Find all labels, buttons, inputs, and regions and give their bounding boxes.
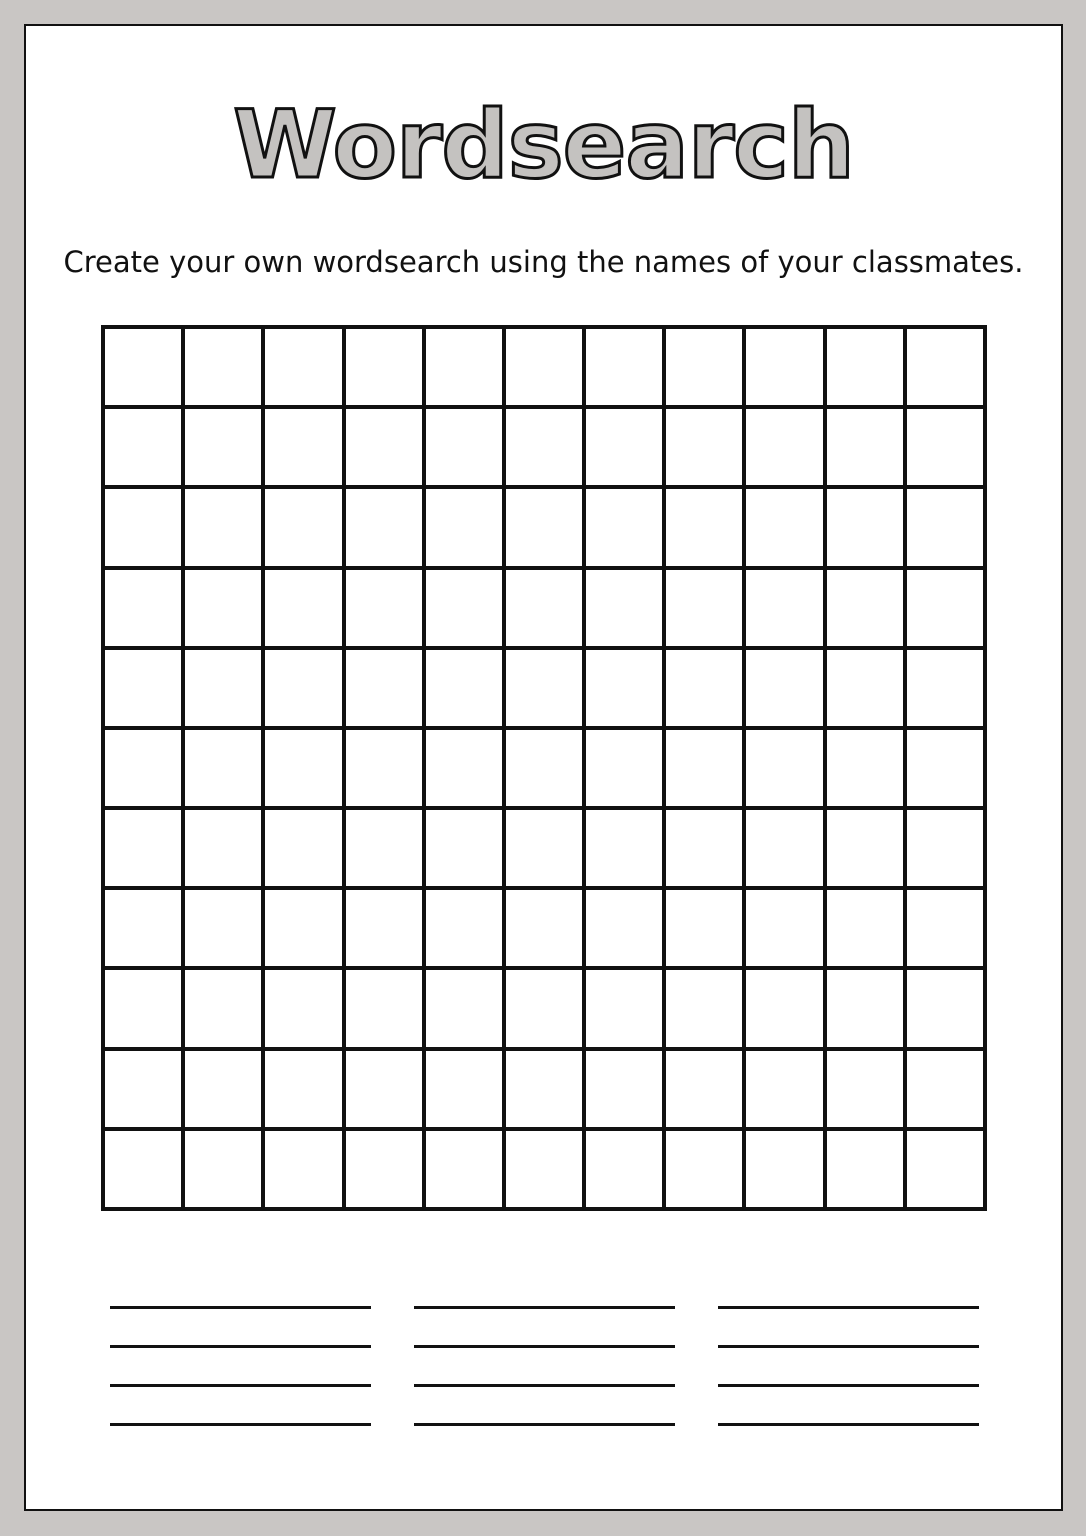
grid-cell[interactable] (265, 1051, 345, 1131)
grid-cell[interactable] (185, 650, 265, 730)
grid-cell[interactable] (586, 570, 666, 650)
grid-cell[interactable] (105, 650, 185, 730)
grid-cell[interactable] (907, 1131, 987, 1211)
grid-cell[interactable] (506, 810, 586, 890)
grid-cell[interactable] (506, 1131, 586, 1211)
grid-cell[interactable] (105, 1131, 185, 1211)
grid-cell[interactable] (586, 329, 666, 409)
grid-cell[interactable] (586, 489, 666, 569)
grid-cell[interactable] (827, 810, 907, 890)
grid-cell[interactable] (185, 970, 265, 1050)
grid-cell[interactable] (586, 1131, 666, 1211)
grid-cell[interactable] (185, 1131, 265, 1211)
answer-line[interactable] (110, 1306, 371, 1309)
grid-cell[interactable] (827, 329, 907, 409)
grid-cell[interactable] (666, 890, 746, 970)
grid-cell[interactable] (506, 970, 586, 1050)
grid-cell[interactable] (185, 329, 265, 409)
grid-cell[interactable] (265, 329, 345, 409)
grid-cell[interactable] (426, 810, 506, 890)
grid-cell[interactable] (105, 570, 185, 650)
grid-cell[interactable] (426, 329, 506, 409)
grid-cell[interactable] (265, 730, 345, 810)
answer-lines (110, 1306, 980, 1426)
wordsearch-grid (101, 325, 987, 1211)
grid-cell[interactable] (346, 1131, 426, 1211)
grid-cell[interactable] (426, 730, 506, 810)
grid-cell[interactable] (586, 970, 666, 1050)
grid-cell[interactable] (265, 650, 345, 730)
grid-cell[interactable] (827, 409, 907, 489)
grid-cell[interactable] (586, 650, 666, 730)
grid-cell[interactable] (185, 730, 265, 810)
grid-cell[interactable] (666, 730, 746, 810)
worksheet-page (24, 24, 1063, 1511)
grid-cell[interactable] (827, 650, 907, 730)
grid-cell[interactable] (907, 570, 987, 650)
grid-cell[interactable] (586, 890, 666, 970)
grid-cell[interactable] (185, 810, 265, 890)
grid-cell[interactable] (746, 489, 826, 569)
grid-cell[interactable] (506, 730, 586, 810)
answer-line[interactable] (414, 1345, 675, 1348)
answer-line[interactable] (718, 1384, 979, 1387)
answer-line[interactable] (414, 1384, 675, 1387)
grid-cell[interactable] (506, 650, 586, 730)
grid-cell[interactable] (346, 970, 426, 1050)
grid-cell[interactable] (185, 890, 265, 970)
grid-cell[interactable] (426, 890, 506, 970)
grid-cell[interactable] (105, 810, 185, 890)
grid-cell[interactable] (746, 1051, 826, 1131)
grid-cell[interactable] (746, 329, 826, 409)
grid-cell[interactable] (666, 570, 746, 650)
grid-cell[interactable] (426, 970, 506, 1050)
grid-cell[interactable] (827, 890, 907, 970)
grid-cell[interactable] (105, 1051, 185, 1131)
grid-cell[interactable] (666, 329, 746, 409)
grid-cell[interactable] (666, 810, 746, 890)
grid-cell[interactable] (185, 570, 265, 650)
grid-cell[interactable] (746, 970, 826, 1050)
grid-cell[interactable] (426, 570, 506, 650)
grid-cell[interactable] (746, 650, 826, 730)
grid-cell[interactable] (827, 730, 907, 810)
grid-cell[interactable] (827, 570, 907, 650)
grid-cell[interactable] (746, 890, 826, 970)
grid-cell[interactable] (346, 650, 426, 730)
grid-cell[interactable] (426, 1051, 506, 1131)
grid-cell[interactable] (265, 570, 345, 650)
instruction-text: Create your own wordsearch using the names of your classmates. (63, 245, 1024, 279)
grid-cell[interactable] (426, 650, 506, 730)
grid-cell[interactable] (907, 810, 987, 890)
grid-cell[interactable] (346, 810, 426, 890)
grid-cell[interactable] (346, 570, 426, 650)
grid-cell[interactable] (185, 409, 265, 489)
grid-cell[interactable] (185, 489, 265, 569)
grid-cell[interactable] (586, 730, 666, 810)
grid-cell[interactable] (506, 329, 586, 409)
grid-cell[interactable] (506, 409, 586, 489)
answer-line[interactable] (110, 1384, 371, 1387)
grid-cell[interactable] (105, 730, 185, 810)
grid-cell[interactable] (746, 570, 826, 650)
grid-cell[interactable] (346, 409, 426, 489)
grid-cell[interactable] (346, 1051, 426, 1131)
grid-cell[interactable] (506, 570, 586, 650)
grid-cell[interactable] (105, 970, 185, 1050)
grid-cell[interactable] (666, 409, 746, 489)
grid-cell[interactable] (586, 409, 666, 489)
grid-cell[interactable] (907, 409, 987, 489)
grid-cell[interactable] (506, 1051, 586, 1131)
grid-cell[interactable] (265, 890, 345, 970)
grid-cell[interactable] (346, 890, 426, 970)
grid-cell[interactable] (105, 329, 185, 409)
answer-line[interactable] (110, 1345, 371, 1348)
answer-line[interactable] (718, 1306, 979, 1309)
grid-cell[interactable] (666, 970, 746, 1050)
grid-cell[interactable] (746, 730, 826, 810)
answer-line[interactable] (414, 1306, 675, 1309)
grid-cell[interactable] (746, 409, 826, 489)
grid-cell[interactable] (746, 1131, 826, 1211)
grid-cell[interactable] (265, 409, 345, 489)
grid-cell[interactable] (105, 409, 185, 489)
grid-cell[interactable] (827, 970, 907, 1050)
grid-cell[interactable] (907, 329, 987, 409)
grid-cell[interactable] (426, 1131, 506, 1211)
page-title: Wordsearch (233, 91, 854, 200)
grid-cell[interactable] (426, 489, 506, 569)
answer-line[interactable] (414, 1423, 675, 1426)
grid-cell[interactable] (907, 1051, 987, 1131)
grid-cell[interactable] (265, 489, 345, 569)
grid-cell[interactable] (105, 489, 185, 569)
grid-cell[interactable] (506, 890, 586, 970)
grid-cell[interactable] (346, 730, 426, 810)
grid-cell[interactable] (185, 1051, 265, 1131)
grid-cell[interactable] (907, 650, 987, 730)
grid-cell[interactable] (346, 329, 426, 409)
grid-cell[interactable] (666, 489, 746, 569)
grid-cell[interactable] (666, 1131, 746, 1211)
grid-cell[interactable] (666, 650, 746, 730)
grid-cell[interactable] (827, 489, 907, 569)
grid-cell[interactable] (265, 810, 345, 890)
grid-cell[interactable] (586, 1051, 666, 1131)
grid-cell[interactable] (827, 1051, 907, 1131)
grid-cell[interactable] (586, 810, 666, 890)
answer-line[interactable] (718, 1423, 979, 1426)
grid-cell[interactable] (426, 409, 506, 489)
grid-cell[interactable] (666, 1051, 746, 1131)
grid-cell[interactable] (746, 810, 826, 890)
grid-cell[interactable] (907, 890, 987, 970)
grid-cell[interactable] (907, 730, 987, 810)
answer-line[interactable] (110, 1423, 371, 1426)
grid-cell[interactable] (907, 970, 987, 1050)
grid-cell[interactable] (907, 489, 987, 569)
grid-cell[interactable] (506, 489, 586, 569)
grid-cell[interactable] (346, 489, 426, 569)
grid-cell[interactable] (105, 890, 185, 970)
grid-cell[interactable] (827, 1131, 907, 1211)
grid-cell[interactable] (265, 970, 345, 1050)
answer-line[interactable] (718, 1345, 979, 1348)
grid-cell[interactable] (265, 1131, 345, 1211)
